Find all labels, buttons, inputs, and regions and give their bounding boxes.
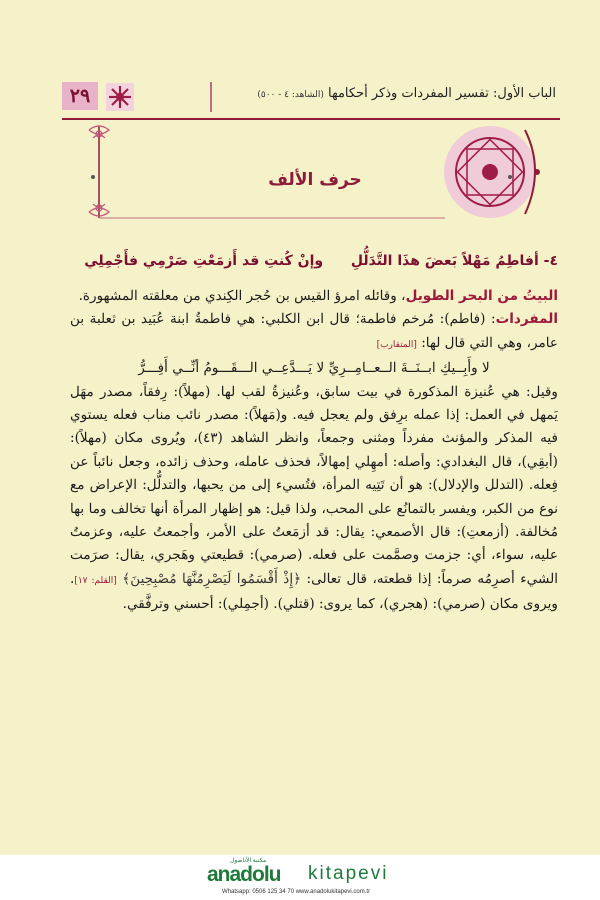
quran-quote: ﴿إِذْ أَقْسَمُوا لَيَصْرِمُنَّهَا مُصْبِحِينَ﴾: [122, 570, 302, 587]
brand-small-text: مكتبة الأناضول: [230, 858, 267, 864]
explanation-end: . ويروى مكان (صرمي): (هجري)، كما يروى: (قتلي). (أجمِلي): أحسني وترفَّقي.: [70, 570, 558, 613]
brand-left: anadolu: [207, 863, 281, 886]
poem-line: لا وأَبِــيكِ ابــنَــةَ الــعــامِــرِيِّ لا يَـــدَّعِــي الـــقَـــومُ أنِّــي أَفِـــرُّ: [138, 360, 490, 377]
vocab-meter: [المتقارب]: [376, 339, 417, 350]
running-header: [62, 82, 560, 120]
vocab-label: المفردات: [495, 311, 558, 328]
header-ref: (الشاهد: ٤ - ٥٠٠): [257, 90, 324, 100]
chapter-name: الباب الأول: تفسير المفردات وذكر أحكامها: [328, 86, 556, 101]
chapter-title: حرف الألف: [268, 170, 362, 190]
verse-number: ٤-: [543, 253, 558, 269]
commentary: [70, 285, 558, 617]
meter-label: البيتُ من البحر الطويل: [405, 288, 558, 304]
chapter-banner: [85, 120, 555, 230]
margin-dot: [508, 175, 512, 179]
meter-paragraph: [70, 285, 558, 308]
contact-line: Whatsapp: 0506 125 34 70 www.anadolukitapevi.com.tr: [222, 889, 371, 895]
page-number: ٢٩: [62, 82, 98, 110]
verse-second-half: وإنْ كُنتِ قد أَزمَعْتِ صَرْمِي فأَجْمِلِي: [84, 253, 324, 269]
header-title: [136, 86, 556, 101]
verse-line: [70, 253, 558, 269]
explanation-paragraph: [70, 381, 558, 617]
quran-ref: [القلم: ١٧]: [74, 575, 117, 586]
ornament-flower-icon: [106, 83, 134, 111]
margin-dot: [91, 175, 95, 179]
meter-text: ، وقائله امرؤ القيس بن حُجر الكِندي من معلقته المشهورة.: [78, 288, 406, 304]
vocab-text: : (فاطم): مُرخم فاطمة؛ قال ابن الكلبي: هي فاطمةُ ابنة عُبَيد بن ثعلبة بن عامر، وهي التي قال لها:: [70, 311, 558, 351]
brand-right: kitapevi: [308, 863, 389, 884]
explanation-text: وقيل: هي عُنيزة المذكورة في بيت سابق، وعُنيزةُ لقب لها. (مهلاً): رِفقاً، مصدر مهَل يَمهل في العمل: إذا عمله برِفق ولم يعجل فيه. و(مَهلاً): مصدر نائب مناب فعله يستوي فيه المذكر والمؤنث مفرداً ومثنى وجمعاً، وانظر الشاهد (٤٣)، ويُروى مكان (مهلاً): (أبقِي)، قال البغدادي: وأصله: أمهِلي إمهالاً، فحذف عامله، وحذف زائده، وجعل نائباً عن فِعله. (التدلل والإدلال): هو أن تَتِيه المرأة، فتُسيء إلى من يحبها، والتدلُّل: الإعراض مع نوع من الكبر، ويفسر بالتمانُع على المحب، ولذا قيل: هو إظهار المرأة أنها تخالف وما بها مُخالفة. (أزمعتِ): قال الأصمعي: يقال: قد أزمَعتُ على الأمر، وأجمعتُ عليه، وعزمتُ عليه، سواء، أي: جزمت وصمَّمت على فعله. (صرمي): قطيعتي وهَجري، يقال: صرَمت الشيء أصرِمُه صرماً: إذا قطعته، قال تعالى:: [70, 383, 559, 587]
verse-first-half: أفاطِمُ مَهْلاً بَعضَ هذَا التَّدَلُّلِ: [350, 253, 539, 269]
vocab-paragraph: [70, 308, 558, 357]
publisher-footer: [0, 857, 600, 900]
